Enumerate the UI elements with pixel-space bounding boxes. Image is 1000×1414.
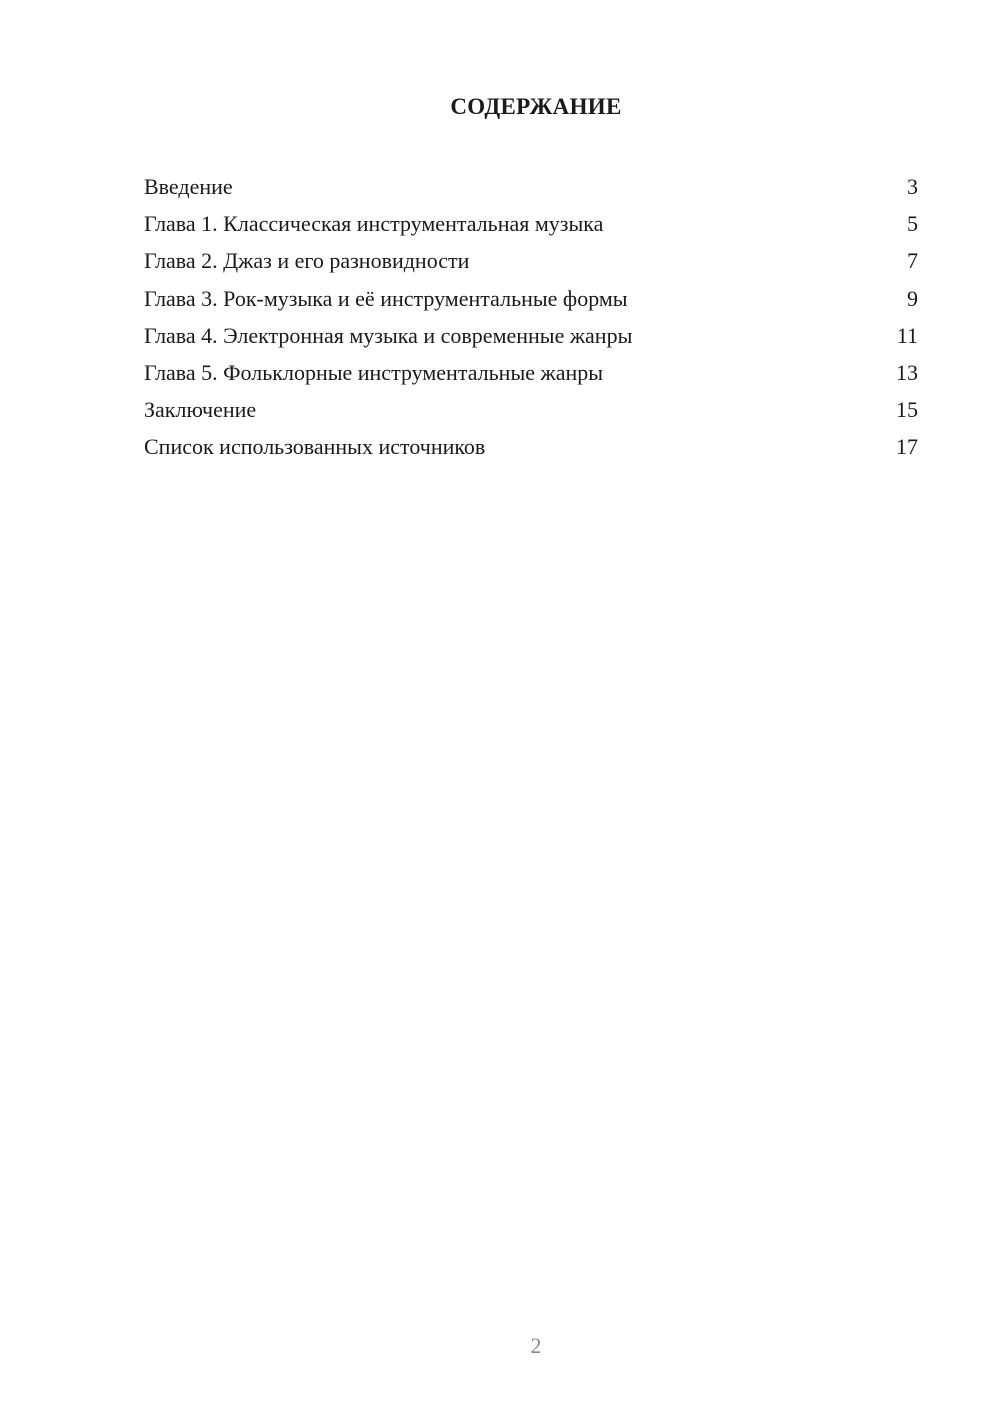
toc-entry-references[interactable] [144, 428, 918, 465]
toc-entry-page: 13 [896, 359, 918, 385]
toc-entry-chapter-3[interactable] [144, 280, 918, 317]
toc-entry-chapter-4[interactable] [144, 317, 918, 354]
page-number: 2 [530, 1333, 542, 1358]
toc-entry-page: 9 [907, 285, 918, 311]
toc-entry-conclusion[interactable] [144, 391, 918, 428]
toc-entry-page: 17 [896, 434, 918, 460]
toc-entry-label: Список использованных источников [144, 434, 486, 460]
toc-entry-chapter-1[interactable] [144, 205, 918, 242]
toc-entry-label: Глава 1. Классическая инструментальная музыка [144, 211, 604, 237]
toc-entry-page: 3 [907, 174, 918, 199]
toc-title: СОДЕРЖАНИЕ [450, 94, 622, 119]
toc-entry-label: Заключение [144, 397, 257, 423]
toc-entry-label: Глава 2. Джаз и его разновидности [144, 248, 470, 274]
toc-entry-page: 7 [907, 248, 918, 274]
toc-entry-label: Глава 4. Электронная музыка и современные жанры [144, 322, 633, 348]
toc-entry-label: Глава 3. Рок-музыка и её инструментальные формы [144, 285, 628, 311]
toc-entry-introduction[interactable] [144, 168, 918, 205]
toc-entry-page: 5 [907, 211, 918, 237]
toc-list [144, 168, 918, 466]
toc-entry-label: Глава 5. Фольклорные инструментальные жанры [144, 359, 604, 385]
toc-entry-chapter-5[interactable] [144, 354, 918, 391]
toc-entry-page: 11 [896, 322, 918, 348]
toc-entry-page: 15 [896, 397, 918, 423]
toc-entry-chapter-2[interactable] [144, 242, 918, 279]
toc-entry-label: Введение [144, 174, 233, 199]
